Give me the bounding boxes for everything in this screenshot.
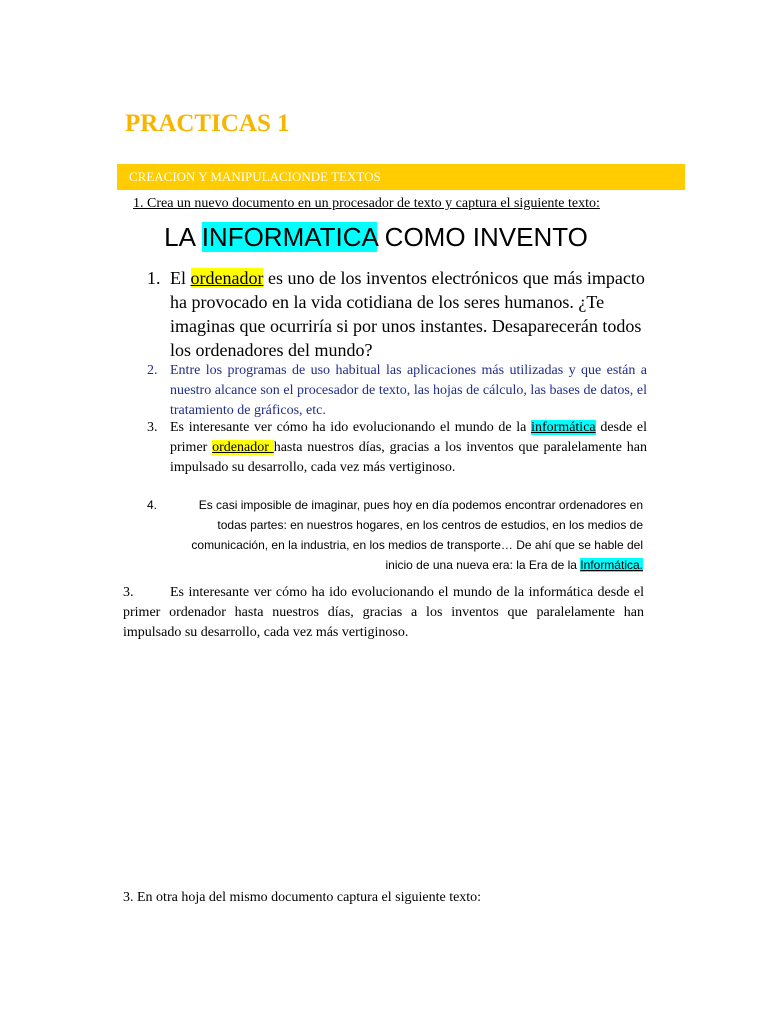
list-item-text: Es casi imposible de imaginar, pues hoy en día podemos encontrar ordenadores en todas partes: en nuestros hogares, en los centros de estudios, en los medios de comunicación, en la industria, en los medios de transporte… De ahí que se hable del inicio de una nueva era: la Era de la xyxy=(191,498,643,572)
list-item-text-part-2: desde el primer xyxy=(170,420,647,455)
instruction-step-1: 1. Crea un nuevo documento en un procesador de texto y captura el siguiente texto: xyxy=(133,196,600,211)
list-item-text-before: El xyxy=(170,268,191,288)
list-item-text-after: es uno de los inventos electrónicos que más impacto ha provocado en la vida cotidiana de los seres humanos. ¿Te imaginas que ocurriría si por unos instantes. Desaparecerán todos los ordenadores del mundo? xyxy=(170,268,645,360)
paragraph-3 xyxy=(123,583,644,643)
highlight-ordenador: ordenador xyxy=(190,268,264,288)
list-item-text: Entre los programas de uso habitual las aplicaciones más utilizadas y que están a nuestro alcance son el procesador de texto, las hojas de cálculo, las bases de datos, el tratamiento de gráficos, etc. xyxy=(170,363,647,418)
list-item-text-part-1: Es interesante ver cómo ha ido evolucionando el mundo de la xyxy=(170,420,532,435)
list-item-number: 3. xyxy=(147,420,158,435)
section-header-text: CREACION Y MANIPULACIONDE TEXTOS xyxy=(129,169,381,184)
list-item-1 xyxy=(147,266,647,362)
heading-part-2: COMO INVENTO xyxy=(377,222,588,252)
heading-highlight: INFORMATICA xyxy=(201,222,378,252)
list-item-number: 4. xyxy=(147,498,158,512)
list-item-number: 1. xyxy=(147,268,161,288)
list-item-4 xyxy=(147,495,643,575)
document-heading xyxy=(0,222,752,253)
heading-part-1: LA xyxy=(164,222,202,252)
highlight-informatica: Informática. xyxy=(580,558,643,572)
page-title: PRACTICAS 1 xyxy=(125,110,290,137)
paragraph-text: Es interesante ver cómo ha ido evolucionando el mundo de la informática desde el primer ordenador hasta nuestros días, gracias a los inventos que paralelamente han impulsado su desarrollo, cada vez más vertiginoso. xyxy=(123,585,644,640)
highlight-ordenador: ordenador xyxy=(212,440,274,455)
list-item-2 xyxy=(147,361,647,421)
section-header-bar xyxy=(117,164,685,190)
paragraph-number: 3. xyxy=(123,585,134,600)
highlight-informatica: informática xyxy=(531,420,596,435)
list-item-number: 2. xyxy=(147,363,158,378)
list-item-3 xyxy=(147,418,647,478)
list-item-text-part-3: hasta nuestros días, gracias a los inventos que paralelamente han impulsado su desarrollo, cada vez más vertiginoso. xyxy=(170,440,647,475)
instruction-step-3: 3. En otra hoja del mismo documento captura el siguiente texto: xyxy=(123,890,482,905)
